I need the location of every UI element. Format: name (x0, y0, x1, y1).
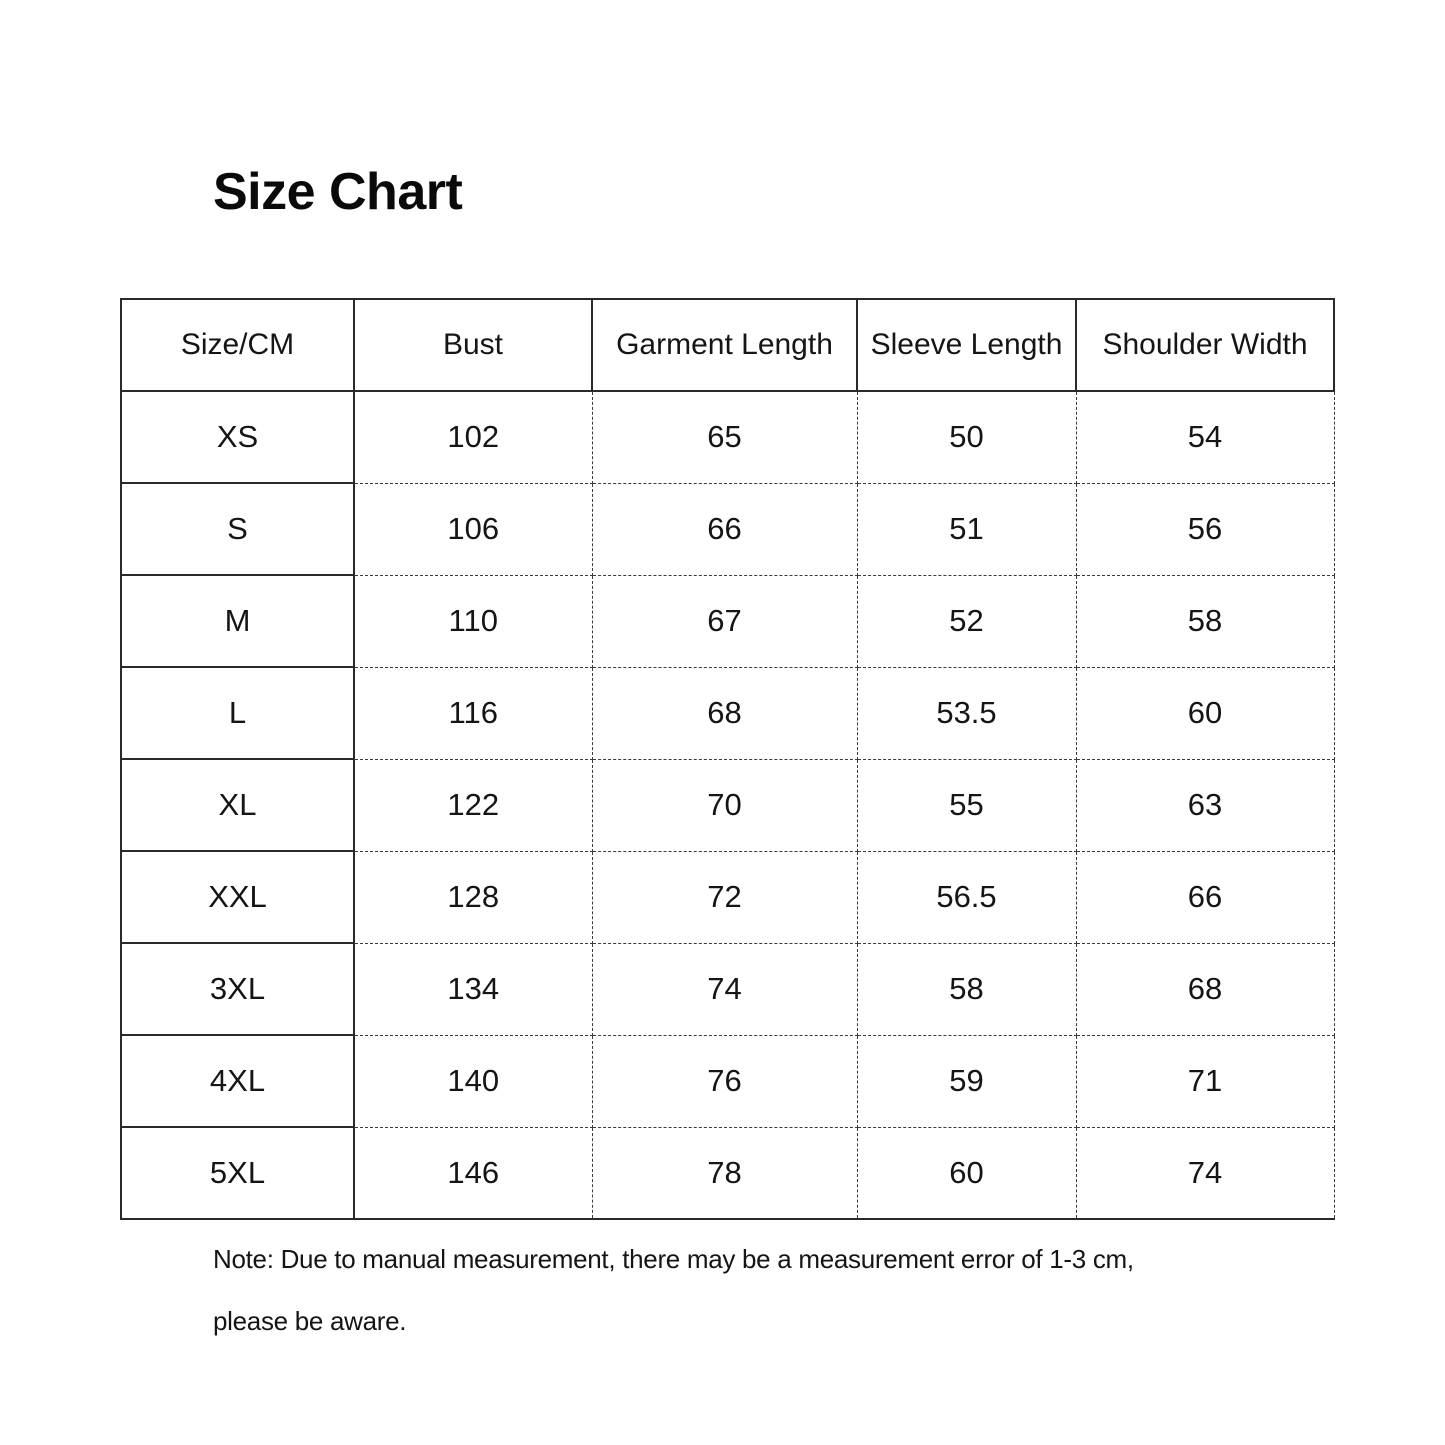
table-row (121, 759, 1334, 851)
table-header-row (121, 299, 1334, 391)
sleeve-length-cell: 59 (857, 1035, 1076, 1127)
bust-cell: 146 (354, 1127, 592, 1219)
bust-cell: 134 (354, 943, 592, 1035)
garment-length-cell: 65 (592, 391, 857, 483)
garment-length-cell: 70 (592, 759, 857, 851)
shoulder-width-cell: 58 (1076, 575, 1334, 667)
size-chart-table (120, 298, 1335, 1220)
shoulder-width-cell: 56 (1076, 483, 1334, 575)
shoulder-width-cell: 71 (1076, 1035, 1334, 1127)
header-shoulder-width: Shoulder Width (1076, 299, 1334, 391)
table-row (121, 851, 1334, 943)
shoulder-width-cell: 54 (1076, 391, 1334, 483)
header-garment-length: Garment Length (592, 299, 857, 391)
sleeve-length-cell: 52 (857, 575, 1076, 667)
table-row (121, 483, 1334, 575)
bust-cell: 122 (354, 759, 592, 851)
table-row (121, 1035, 1334, 1127)
bust-cell: 102 (354, 391, 592, 483)
note-line-1: Note: Due to manual measurement, there may be a measurement error of 1-3 cm, (213, 1244, 1134, 1274)
size-cell: XL (121, 759, 354, 851)
sleeve-length-cell: 56.5 (857, 851, 1076, 943)
bust-cell: 116 (354, 667, 592, 759)
size-cell: XS (121, 391, 354, 483)
sleeve-length-cell: 58 (857, 943, 1076, 1035)
shoulder-width-cell: 68 (1076, 943, 1334, 1035)
page-title: Size Chart (213, 163, 463, 221)
size-cell: XXL (121, 851, 354, 943)
size-cell: S (121, 483, 354, 575)
measurement-note (213, 1228, 1213, 1352)
garment-length-cell: 76 (592, 1035, 857, 1127)
table-row (121, 667, 1334, 759)
header-size: Size/CM (121, 299, 354, 391)
note-line-2: please be aware. (213, 1306, 407, 1336)
bust-cell: 128 (354, 851, 592, 943)
shoulder-width-cell: 74 (1076, 1127, 1334, 1219)
size-cell: 4XL (121, 1035, 354, 1127)
table-row (121, 391, 1334, 483)
header-sleeve-length: Sleeve Length (857, 299, 1076, 391)
garment-length-cell: 68 (592, 667, 857, 759)
sleeve-length-cell: 60 (857, 1127, 1076, 1219)
table-row (121, 1127, 1334, 1219)
size-cell: 3XL (121, 943, 354, 1035)
shoulder-width-cell: 63 (1076, 759, 1334, 851)
table-row (121, 575, 1334, 667)
bust-cell: 106 (354, 483, 592, 575)
size-cell: M (121, 575, 354, 667)
sleeve-length-cell: 50 (857, 391, 1076, 483)
sleeve-length-cell: 55 (857, 759, 1076, 851)
sleeve-length-cell: 51 (857, 483, 1076, 575)
garment-length-cell: 67 (592, 575, 857, 667)
garment-length-cell: 74 (592, 943, 857, 1035)
shoulder-width-cell: 60 (1076, 667, 1334, 759)
size-cell: L (121, 667, 354, 759)
bust-cell: 140 (354, 1035, 592, 1127)
header-bust: Bust (354, 299, 592, 391)
shoulder-width-cell: 66 (1076, 851, 1334, 943)
table-row (121, 943, 1334, 1035)
garment-length-cell: 72 (592, 851, 857, 943)
size-cell: 5XL (121, 1127, 354, 1219)
bust-cell: 110 (354, 575, 592, 667)
garment-length-cell: 66 (592, 483, 857, 575)
garment-length-cell: 78 (592, 1127, 857, 1219)
sleeve-length-cell: 53.5 (857, 667, 1076, 759)
